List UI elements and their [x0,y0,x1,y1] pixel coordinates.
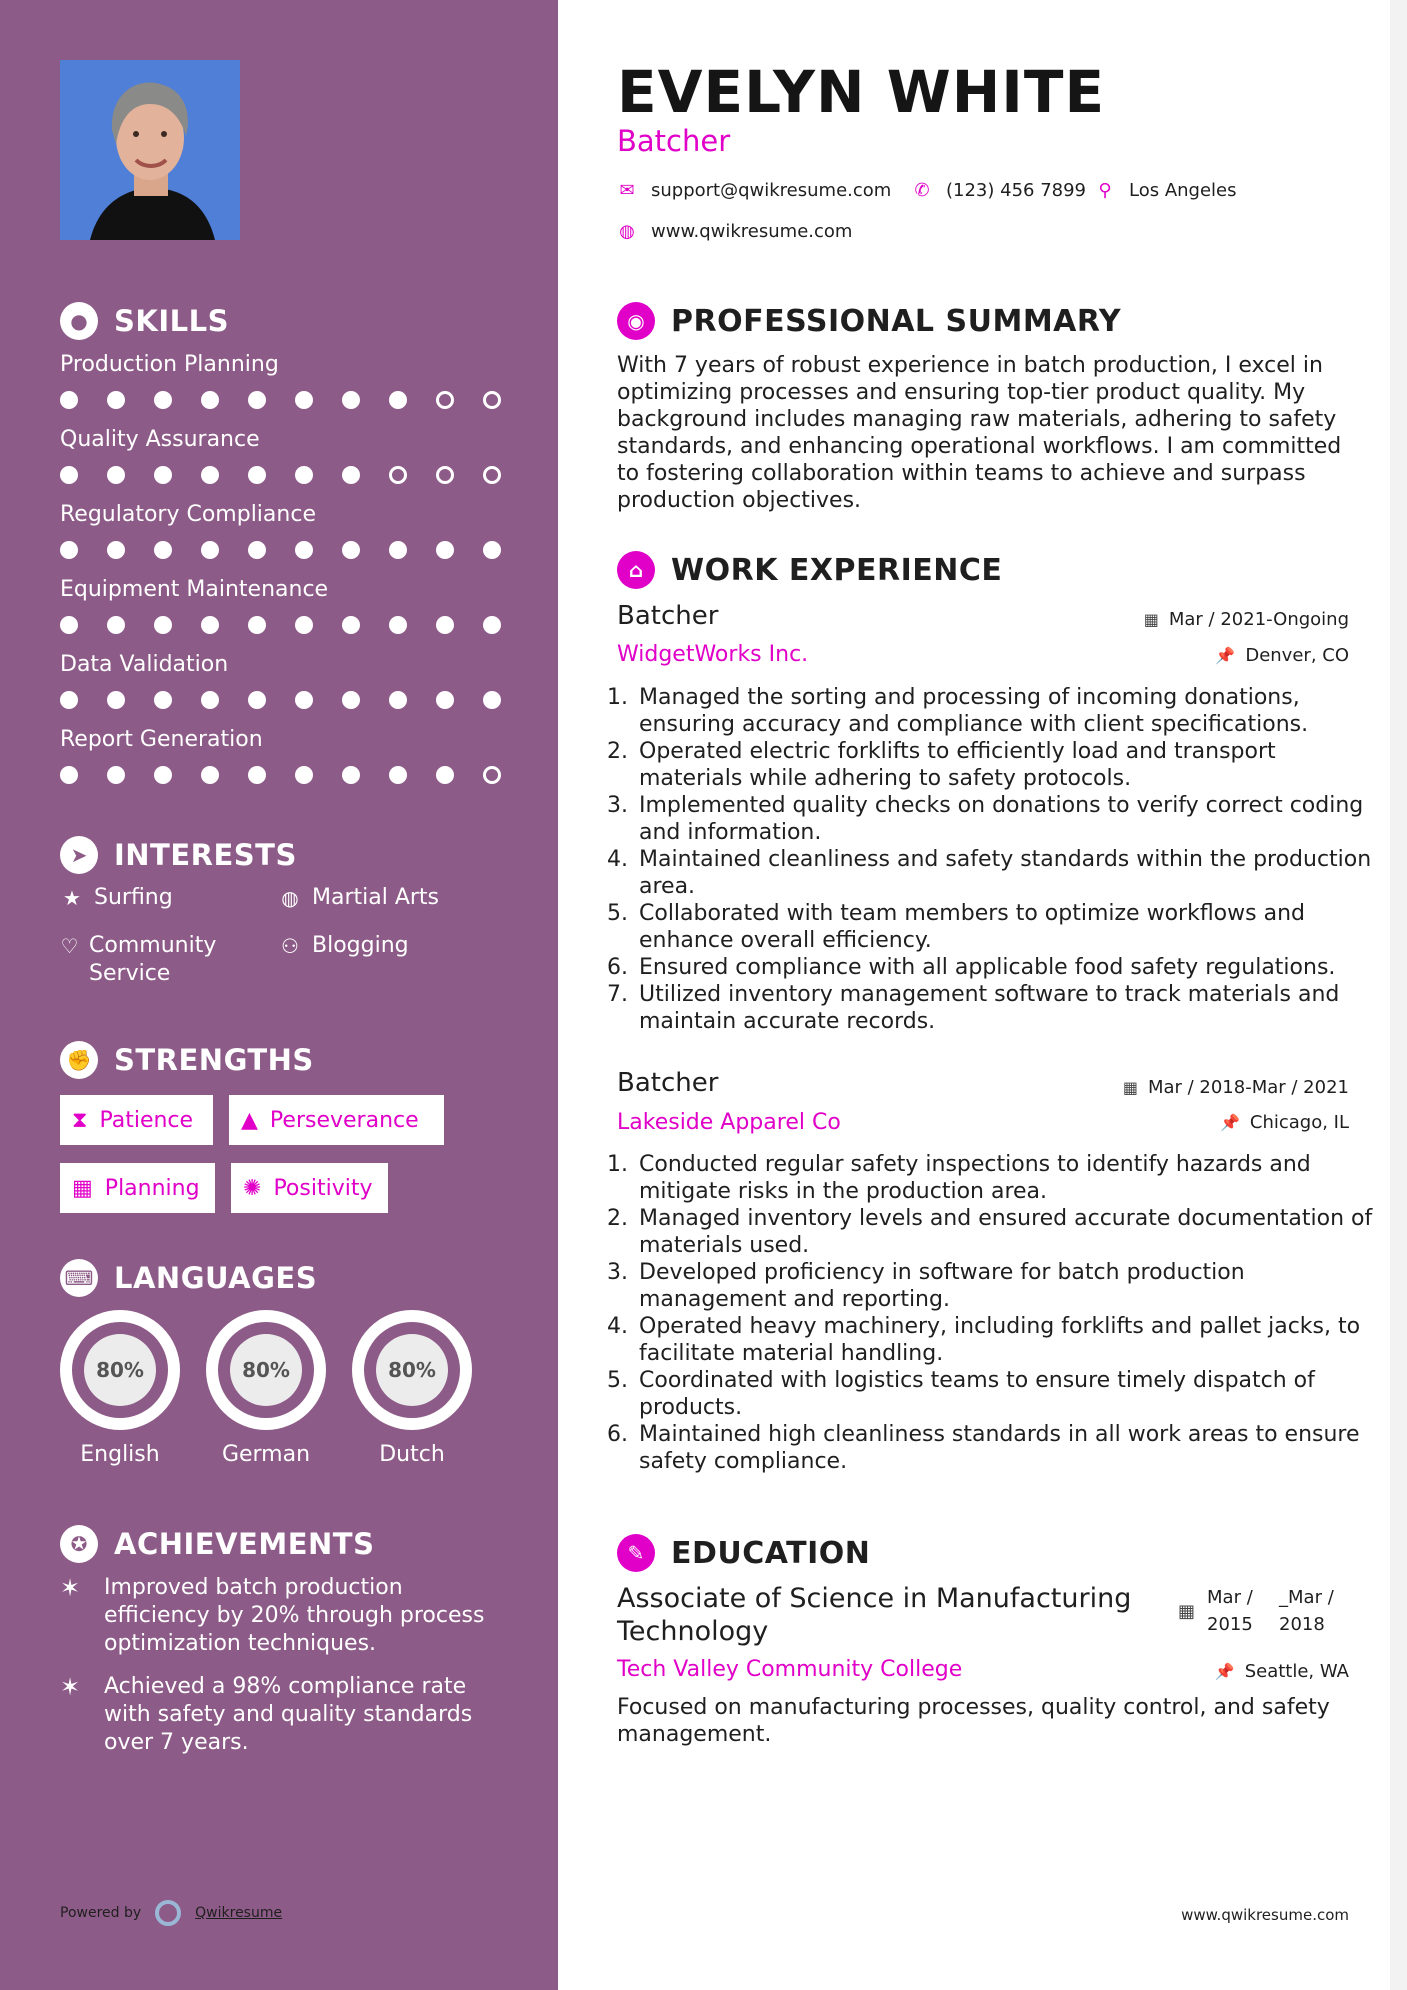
rating-dot-filled [295,616,313,634]
rating-dot-filled [389,391,407,409]
rating-dot-filled [107,691,125,709]
rating-dot-filled [201,766,219,784]
duty-item: 5. Coordinated with logistics teams to ensure timely dispatch of products. [635,1367,1375,1421]
skills-heading [60,302,229,340]
rating-dot-filled [201,391,219,409]
skill-rating [60,616,530,634]
language-icon: ⌨ [60,1259,98,1297]
skill-rating [60,391,530,409]
interest-item: ◍ Martial Arts [278,884,439,912]
contact-location: ⚲ Los Angeles [1095,180,1237,201]
interests-title: INTERESTS [114,838,297,872]
language-item: 80% English [60,1310,180,1467]
envelope-icon: ✉ [619,180,635,201]
skills-title: SKILLS [114,304,229,338]
job-duties [617,684,1375,1035]
rating-dot-filled [483,691,501,709]
calendar-icon: ▦ [1178,1601,1196,1622]
skill-rating [60,766,530,784]
rating-dot-filled [60,541,78,559]
rating-dot-filled [107,391,125,409]
lightbulb-icon: ● [60,302,98,340]
duty-item: 2. Managed inventory levels and ensured accurate documentation of materials used. [635,1205,1375,1259]
hourglass-icon: ⧗ [72,1107,88,1133]
achievement-item: ✶ Improved batch production efficiency by 20% through process optimization techniques. [60,1574,485,1656]
rating-dot-filled [248,766,266,784]
pin-icon: 📌 [1215,646,1236,665]
summary-text: With 7 years of robust experience in batch production, I excel in optimizing processes and ensuring top-tier product quality. My background includes managing raw materials, adhering to safety standards, and enhancing operational workflows. I am committed to fostering collaboration within teams to achieve and surpass production objectives. [617,353,1342,513]
job-dates: ▦ Mar / 2018-Mar / 2021 [1122,1077,1349,1098]
users-icon: ⚇ [281,934,299,958]
job-company: Lakeside Apparel Co [617,1110,841,1135]
rating-dot-filled [154,691,172,709]
powered-by: Powered by Qwikresume [60,1900,282,1926]
duty-item: 2. Operated electric forklifts to efficiently load and transport materials while adhering to safety protocols. [635,738,1375,792]
rating-dot-empty [389,466,407,484]
globe-icon: ◍ [619,221,635,242]
language-item: 80% German [206,1310,326,1467]
rating-dot-filled [342,766,360,784]
skill-name: Regulatory Compliance [60,502,316,527]
rating-dot-filled [107,616,125,634]
qwikresume-link[interactable]: Qwikresume [195,1905,283,1921]
skill-name: Production Planning [60,352,279,377]
rating-dot-filled [436,616,454,634]
calendar-icon: ▦ [72,1175,93,1201]
job-location: 📌 Chicago, IL [1219,1112,1349,1133]
rating-dot-filled [389,616,407,634]
rating-dot-empty [483,391,501,409]
rating-dot-filled [201,691,219,709]
languages-heading [60,1259,317,1297]
qwikresume-logo-icon [155,1900,181,1926]
rating-dot-filled [248,616,266,634]
star-burst-icon: ✶ [60,1574,81,1602]
rating-dot-filled [389,691,407,709]
star-burst-icon: ✶ [60,1673,81,1701]
summary-heading: ◉ PROFESSIONAL SUMMARY [617,302,1121,340]
achievements-heading [60,1525,374,1563]
profile-photo [60,60,240,240]
skill-name: Report Generation [60,727,263,752]
duty-item: 7. Utilized inventory management software to track materials and maintain accurate records. [635,981,1375,1035]
rating-dot-filled [436,691,454,709]
language-ring: 80% [60,1310,180,1430]
candidate-name: EVELYN WHITE [617,58,1106,126]
rating-dot-filled [295,541,313,559]
rating-dot-filled [389,766,407,784]
duty-item: 3. Implemented quality checks on donations to verify correct coding and information. [635,792,1375,846]
pin-icon: 📌 [1214,1662,1235,1681]
calendar-icon: ▦ [1143,610,1159,629]
rating-dot-filled [483,616,501,634]
road-icon: ▲ [241,1107,258,1133]
skill-name: Quality Assurance [60,427,260,452]
duty-item: 3. Developed proficiency in software for batch production management and reporting. [635,1259,1375,1313]
star-icon: ★ [63,886,81,910]
rating-dot-filled [342,541,360,559]
rating-dot-empty [436,466,454,484]
job-title: Batcher [617,601,719,631]
rating-dot-filled [107,541,125,559]
duty-item: 5. Collaborated with team members to optimize workflows and enhance overall efficiency. [635,900,1375,954]
skill-rating [60,691,530,709]
education-school: Tech Valley Community College [617,1657,963,1682]
rating-dot-empty [483,466,501,484]
skill-rating [60,541,530,559]
strength-tag: ⧗ Patience [60,1095,213,1145]
rating-dot-filled [154,541,172,559]
rating-dot-filled [107,466,125,484]
skill-rating [60,466,530,484]
interest-item: ⚇ Blogging [278,932,409,960]
education-location: 📌 Seattle, WA [1214,1661,1349,1682]
job-location: 📌 Denver, CO [1215,645,1349,666]
rating-dot-filled [60,466,78,484]
rating-dot-filled [483,541,501,559]
rating-dot-filled [342,391,360,409]
sidebar [0,0,558,1990]
interest-item: ♡ Community Service [60,933,217,986]
rating-dot-empty [483,766,501,784]
contact-email[interactable]: ✉ support@qwikresume.com [617,180,891,201]
rating-dot-empty [436,391,454,409]
calendar-icon: ▦ [1122,1078,1138,1097]
achievements-title: ACHIEVEMENTS [114,1527,375,1561]
skill-name: Equipment Maintenance [60,577,329,602]
language-item: 80% Dutch [352,1310,472,1467]
rating-dot-filled [248,466,266,484]
rating-dot-filled [107,766,125,784]
rating-dot-filled [154,391,172,409]
rating-dot-filled [342,691,360,709]
rating-dot-filled [295,691,313,709]
rating-dot-filled [248,541,266,559]
job-title: Batcher [617,1068,719,1098]
rating-dot-filled [201,616,219,634]
rating-dot-filled [342,616,360,634]
strengths-heading [60,1041,314,1079]
duty-item: 1. Conducted regular safety inspections to identify hazards and mitigate risks in the production area. [635,1151,1375,1205]
language-ring: 80% [206,1310,326,1430]
education-description: Focused on manufacturing processes, quality control, and safety management. [617,1695,1330,1747]
duty-item: 6. Maintained high cleanliness standards in all work areas to ensure safety compliance. [635,1421,1375,1475]
portrait-image [60,60,240,240]
interest-item: ★ Surfing [60,884,173,912]
interests-heading [60,836,297,874]
user-icon: ◉ [617,302,655,340]
strength-tag: ✺ Positivity [231,1163,388,1213]
graduation-icon: ✎ [617,1534,655,1572]
education-dates: ▦ Mar / 2015 _Mar / 2018 [1178,1584,1339,1638]
trophy-star-icon: ✪ [60,1525,98,1563]
strength-tag: ▲ Perseverance [229,1095,444,1145]
rating-dot-filled [389,541,407,559]
rating-dot-filled [201,466,219,484]
experience-heading: ⌂ WORK EXPERIENCE [617,551,1002,589]
language-ring: 80% [352,1310,472,1430]
strength-tag: ▦ Planning [60,1163,215,1213]
rating-dot-filled [295,766,313,784]
languages-title: LANGUAGES [114,1261,318,1295]
contact-phone[interactable]: ✆ (123) 456 7899 [912,180,1086,201]
candidate-role: Batcher [617,124,731,158]
rating-dot-filled [201,541,219,559]
job-duties [617,1151,1375,1475]
duty-item: 4. Maintained cleanliness and safety standards within the production area. [635,846,1375,900]
rating-dot-filled [248,391,266,409]
education-heading: ✎ EDUCATION [617,1534,870,1572]
rating-dot-filled [60,616,78,634]
paper-plane-icon: ➤ [60,836,98,874]
handshake-icon: ♡ [60,934,79,958]
job-company: WidgetWorks Inc. [617,642,809,667]
globe-icon: ◍ [281,886,299,910]
sun-icon: ✺ [243,1175,262,1201]
rating-dot-filled [60,691,78,709]
page-edge [1390,0,1407,1990]
rating-dot-filled [60,766,78,784]
duty-item: 6. Ensured compliance with all applicable food safety regulations. [635,954,1375,981]
map-pin-icon: ⚲ [1098,180,1112,201]
achievement-item: ✶ Achieved a 98% compliance rate with safety and quality standards over 7 years. [60,1673,473,1755]
office-chair-icon: ⌂ [617,551,655,589]
rating-dot-filled [154,466,172,484]
rating-dot-filled [436,766,454,784]
phone-icon: ✆ [914,180,930,201]
strengths-title: STRENGTHS [114,1043,314,1077]
rating-dot-filled [342,466,360,484]
duty-item: 1. Managed the sorting and processing of incoming donations, ensuring accuracy and compliance with client specifications. [635,684,1375,738]
rating-dot-filled [295,391,313,409]
rating-dot-filled [436,541,454,559]
education-degree: Associate of Science in Manufacturing Technology [617,1583,1132,1647]
footer-url[interactable]: www.qwikresume.com [1181,1906,1349,1924]
rating-dot-filled [154,616,172,634]
contact-website[interactable]: ◍ www.qwikresume.com [617,221,852,242]
rating-dot-filled [248,691,266,709]
duty-item: 4. Operated heavy machinery, including forklifts and pallet jacks, to facilitate material handling. [635,1313,1375,1367]
job-dates: ▦ Mar / 2021-Ongoing [1143,609,1349,630]
pin-icon: 📌 [1219,1113,1240,1132]
fist-icon: ✊ [60,1041,98,1079]
rating-dot-filled [60,391,78,409]
rating-dot-filled [295,466,313,484]
rating-dot-filled [154,766,172,784]
skill-name: Data Validation [60,652,229,677]
